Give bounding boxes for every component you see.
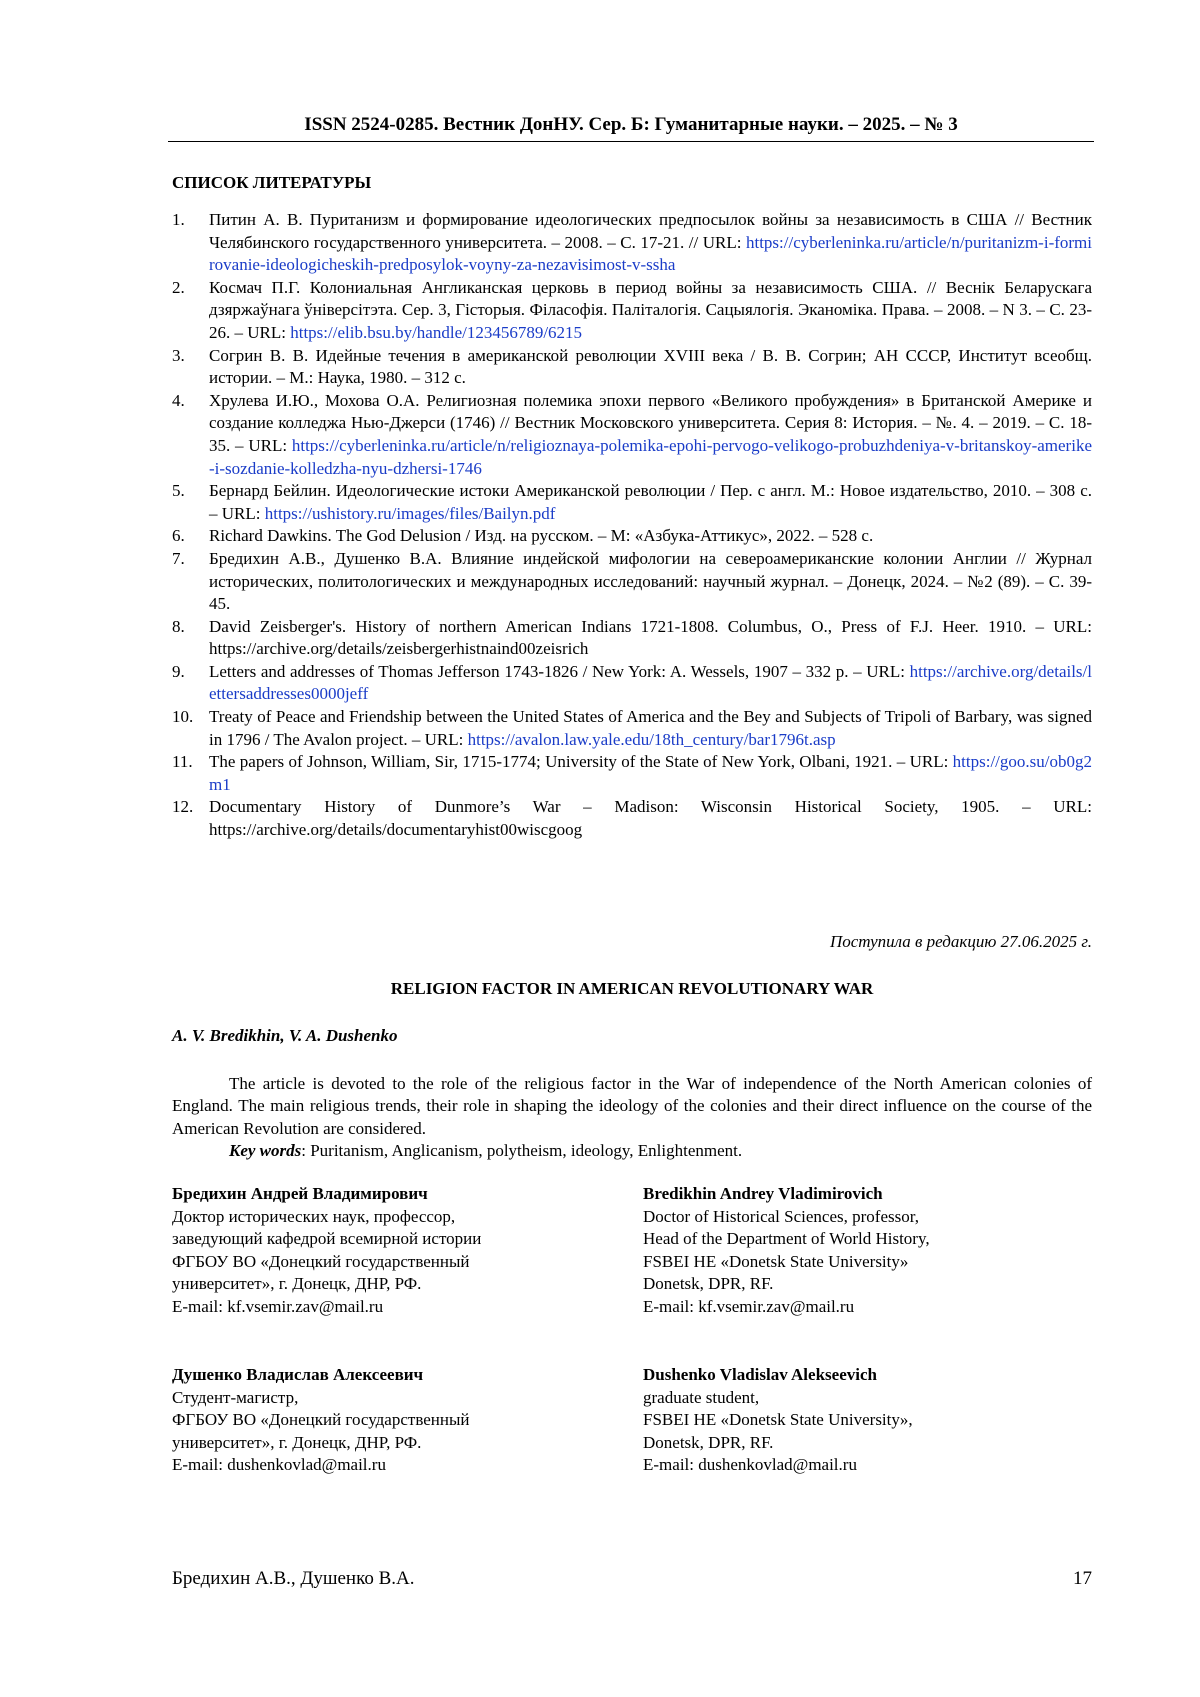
reference-item <box>172 661 1092 706</box>
reference-link[interactable]: https://elib.bsu.by/handle/123456789/6215 <box>290 322 583 342</box>
author-name: Душенко Владислав Алексеевич <box>172 1365 424 1384</box>
received-date: Поступила в редакцию 27.06.2025 г. <box>829 932 1092 951</box>
author-line: graduate student, <box>643 1387 760 1407</box>
english-authors: A. V. Bredikhin, V. A. Dushenko <box>172 1026 398 1045</box>
reference-number: 1. <box>172 210 185 229</box>
reference-number: 8. <box>172 616 185 636</box>
reference-number: 12. <box>172 797 194 817</box>
author-ru-dushenko <box>172 1364 470 1477</box>
reference-text: David Zeisberger's. History of northern American Indians 1721-1808. Columbus, O., Press of F.J. Heer. 1910. – URL: https://archive.org/details/zeisbergerhistnaind00zeisrich <box>209 616 1092 659</box>
reference-link[interactable]: https://archive.org/details/lettersaddresses0000jeff <box>209 661 1092 704</box>
author-line: ФГБОУ ВО «Донецкий государственный <box>172 1410 470 1430</box>
reference-link[interactable]: https://goo.su/ob0g2m1 <box>209 752 1092 794</box>
english-keywords <box>172 1140 1092 1162</box>
reference-number: 3. <box>172 345 185 365</box>
reference-link[interactable]: https://avalon.law.yale.edu/18th_century/bar1796t.asp <box>467 729 836 749</box>
author-line: Doctor of Historical Sciences, professor, <box>643 1206 919 1226</box>
author-email: E-mail: kf.vsemir.zav@mail.ru <box>172 1296 384 1316</box>
reference-text: The papers of Johnson, William, Sir, 1715-1774; University of the State of New York, Olbani, 1921. – URL: <box>209 752 953 772</box>
references-heading: СПИСОК ЛИТЕРАТУРЫ <box>172 173 372 192</box>
author-email: E-mail: kf.vsemir.zav@mail.ru <box>643 1296 855 1316</box>
reference-number: 6. <box>172 526 185 546</box>
reference-link[interactable]: https://ushistory.ru/images/files/Bailyn.pdf <box>264 503 556 523</box>
reference-item <box>172 277 1092 345</box>
reference-text: Космач П.Г. Колониальная Англиканская церковь в период войны за независимость США. // Веснік Беларускага дзяржаўнага ўніверсітэта. Сер. 3, Гісторыя. Філасофія. Паліталогія. Сацыялогія. Эканоміка. Права. – 2008. – N 3. – С. 23-26. – URL: <box>209 277 1092 342</box>
english-title: RELIGION FACTOR IN AMERICAN REVOLUTIONARY WAR <box>390 979 874 998</box>
reference-text: Питин А. В. Пуританизм и формирование идеологических предпосылок войны за независимость в США // Вестник Челябинского государственного университета. – 2008. – С. 17-21. // URL: <box>209 210 1092 252</box>
author-name: Bredikhin Andrey Vladimirovich <box>643 1184 883 1203</box>
reference-item <box>172 616 1092 661</box>
author-en-dushenko <box>643 1364 913 1477</box>
author-line: университет», г. Донецк, ДНР, РФ. <box>172 1432 422 1452</box>
reference-item <box>172 751 1092 796</box>
reference-item <box>172 345 1092 390</box>
reference-number: 9. <box>172 661 185 681</box>
reference-text: Хрулева И.Ю., Мохова О.А. Религиозная полемика эпохи первого «Великого пробуждения» в Британской Америке и создание колледжа Нью-Джерси (1746) // Вестник Московского университета. Серия 8: История. – №. 4. – 2019. – С. 18-35. – URL: <box>209 390 1092 455</box>
author-line: университет», г. Донецк, ДНР, РФ. <box>172 1274 422 1294</box>
author-line: FSBEI HE «Donetsk State University», <box>643 1410 913 1430</box>
author-line: Donetsk, DPR, RF. <box>643 1274 774 1294</box>
reference-text: Бредихин А.В., Душенко В.А. Влияние индейской мифологии на североамериканские колонии Англии // Журнал исторических, политологических и международных исследований: научный журнал. – Донецк, 2024. – №2 (89). – С. 39-45. <box>209 548 1092 614</box>
author-line: FSBEI HE «Donetsk State University» <box>643 1251 909 1271</box>
author-line: Доктор исторических наук, профессор, <box>172 1206 456 1226</box>
reference-item <box>172 706 1092 751</box>
reference-text: Бернард Бейлин. Идеологические истоки Американской революции / Пер. с англ. М.: Новое издательство, 2010. – 308 с. – URL: <box>209 481 1092 523</box>
reference-text: Letters and addresses of Thomas Jefferson 1743-1826 / New York: A. Wessels, 1907 – 332 p. – URL: <box>209 661 910 681</box>
author-line: Head of the Department of World History, <box>643 1229 930 1249</box>
keywords-text: : Puritanism, Anglicanism, polytheism, ideology, Enlightenment. <box>301 1141 743 1160</box>
reference-number: 7. <box>172 548 185 568</box>
author-name: Dushenko Vladislav Alekseevich <box>643 1365 877 1384</box>
reference-item <box>172 390 1092 480</box>
header-rule <box>168 141 1094 142</box>
reference-text: Treaty of Peace and Friendship between the United States of America and the Bey and Subjects of Tripoli of Barbary, was signed in 1796 / The Avalon project. – URL: <box>209 707 1092 749</box>
page-number: 17 <box>1073 1568 1092 1589</box>
reference-text: Согрин В. В. Идейные течения в американской революции XVIII века / В. В. Согрин; АН СССР, Институт всеобщ. истории. – М.: Наука, 1980. – 312 с. <box>209 345 1092 388</box>
author-line: Студент-магистр, <box>172 1387 299 1407</box>
references-list <box>172 209 1092 842</box>
author-email: E-mail: dushenkovlad@mail.ru <box>643 1455 857 1475</box>
reference-item <box>172 548 1092 616</box>
author-line: Donetsk, DPR, RF. <box>643 1432 774 1452</box>
reference-link[interactable]: https://cyberleninka.ru/article/n/puritanizm-i-formirovanie-ideologicheskih-predposylok-voyny-za-nezavisimost-v-ssha <box>209 232 1092 275</box>
author-ru-bredikhin <box>172 1183 481 1319</box>
author-name: Бредихин Андрей Владимирович <box>172 1184 428 1203</box>
running-header: ISSN 2524-0285. Вестник ДонНУ. Сер. Б: Гуманитарные науки. – 2025. – № 3 <box>304 114 958 135</box>
reference-number: 11. <box>172 752 193 772</box>
footer-authors: Бредихин А.В., Душенко В.А. <box>172 1568 415 1589</box>
reference-text: Richard Dawkins. The God Delusion / Изд. на русском. – М: «Азбука-Аттикус», 2022. – 528 с. <box>209 526 874 546</box>
reference-number: 2. <box>172 277 185 297</box>
reference-item <box>172 525 1092 548</box>
reference-number: 10. <box>172 707 194 727</box>
author-line: заведующий кафедрой всемирной истории <box>172 1229 482 1249</box>
author-line: ФГБОУ ВО «Донецкий государственный <box>172 1251 470 1271</box>
reference-number: 4. <box>172 390 185 410</box>
reference-item <box>172 209 1092 277</box>
reference-item <box>172 480 1092 525</box>
reference-number: 5. <box>172 481 185 501</box>
author-email: E-mail: dushenkovlad@mail.ru <box>172 1455 386 1475</box>
english-abstract: The article is devoted to the role of the religious factor in the War of independence of the North American colonies of England. The main religious trends, their role in shaping the ideology of the colonies and their direct influence on the course of the American Revolution are considered. <box>172 1074 1092 1138</box>
author-en-bredikhin <box>643 1183 930 1319</box>
reference-link[interactable]: https://cyberleninka.ru/article/n/religioznaya-polemika-epohi-pervogo-velikogo-probuzhdeniya-v-britanskoy-amerike-i-sozdanie-kolledzha-nyu-dzhersi-1746 <box>209 435 1092 478</box>
keywords-label: Key words <box>229 1141 302 1160</box>
reference-text: Documentary History of Dunmore’s War – Madison: Wisconsin Historical Society, 1905. – URL: https://archive.org/details/documentaryhist00wiscgoog <box>209 797 1092 840</box>
reference-item <box>172 796 1092 841</box>
